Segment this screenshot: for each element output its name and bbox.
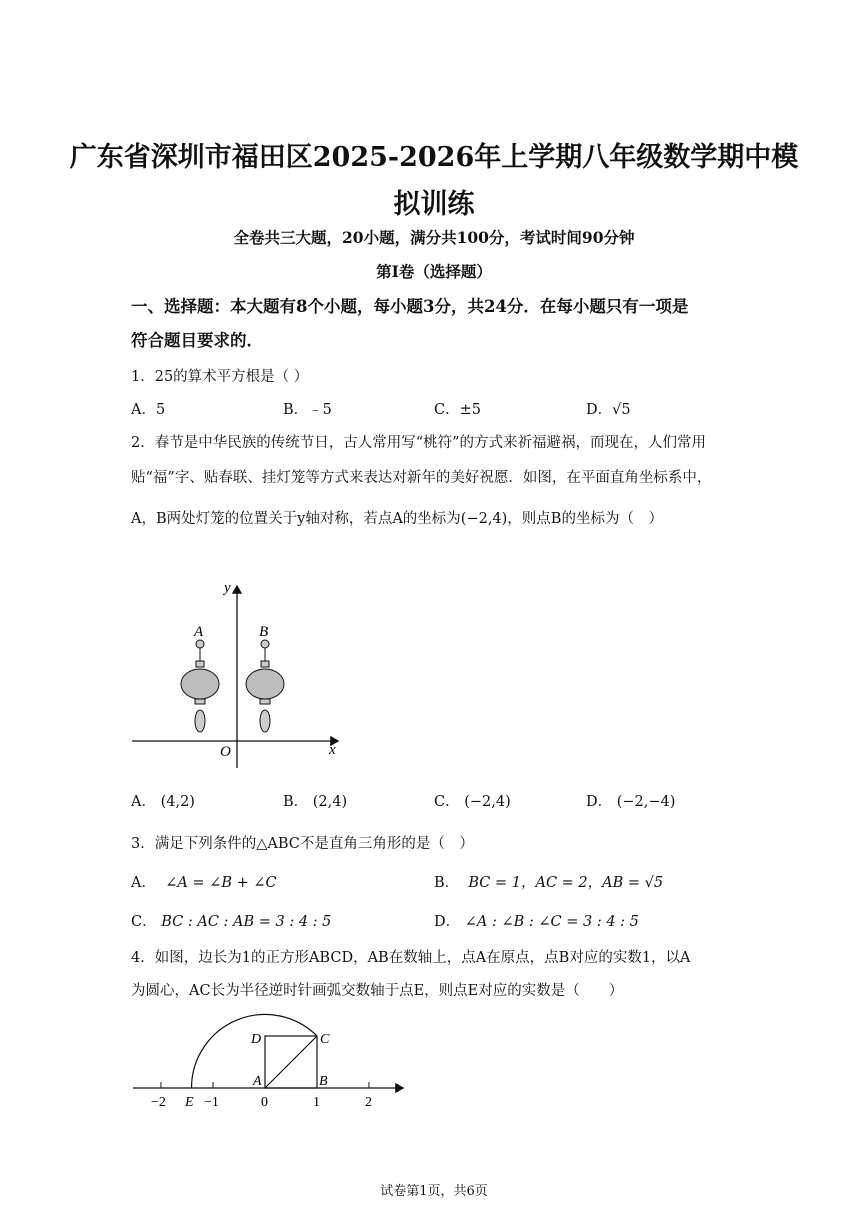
q2-option-a-text: (4,2): [160, 794, 195, 810]
tick-label-0: 0: [261, 1095, 268, 1110]
lantern-a-label: A: [194, 624, 204, 640]
q3-option-a: [131, 871, 277, 892]
question-4-line2: 为圆心，AC长为半径逆时针画弧交数轴于点E，则点E对应的实数是（ ）: [131, 983, 624, 999]
question-2-line3: A，B两处灯笼的位置关于y轴对称，若点A的坐标为(−2,4)，则点B的坐标为（ ）: [131, 511, 663, 527]
lantern-b: [246, 624, 284, 732]
q3-option-b: [434, 871, 663, 892]
q2-option-a-letter: A．: [131, 794, 156, 810]
q1-option-a-text: 5: [155, 402, 166, 418]
lantern-coordinate-figure: [120, 570, 360, 775]
q1-option-c-letter: C．: [434, 402, 460, 418]
question-3-stem: 3．满足下列条件的△ABC不是直角三角形的是（ ）: [131, 836, 474, 852]
q1-option-b-letter: B．: [283, 402, 309, 418]
tick-label-2: 2: [365, 1095, 372, 1110]
tick-label-neg1: −1: [204, 1095, 219, 1110]
q1-option-c-text: ±5: [459, 402, 481, 418]
q1-option-a-letter: A．: [131, 402, 156, 418]
lantern-b-label: B: [259, 624, 269, 640]
question-2-line1: 2．春节是中华民族的传统节日，古人常用写“桃符”的方式来祈福避祸，而现在，人们常用: [131, 435, 707, 451]
tick-label-neg2: −2: [151, 1095, 166, 1110]
square-arc-figure: [125, 1012, 415, 1112]
section-heading-line2: 符合题目要求的．: [131, 331, 263, 350]
q3-option-c: [131, 910, 331, 931]
question-1-stem: 1．25的算术平方根是（ ）: [131, 369, 309, 385]
q3-option-a-letter: A．: [131, 875, 156, 891]
y-axis-label: y: [224, 580, 231, 596]
lantern-a: [181, 624, 219, 732]
diagonal-ac: [265, 1036, 317, 1088]
q1-option-b: [283, 398, 332, 419]
q2-option-a: [131, 790, 195, 811]
point-e-label: E: [185, 1095, 194, 1110]
q1-option-d: [586, 398, 631, 419]
page-title-line2: 拟训练: [393, 189, 475, 220]
point-b-label: B: [319, 1074, 328, 1089]
page-footer: 试卷第1页，共6页: [380, 1184, 488, 1199]
q1-option-d-text: √5: [612, 402, 631, 418]
q2-option-c-letter: C．: [434, 794, 460, 810]
q1-option-b-text: ﹣5: [308, 402, 332, 418]
exam-info: 全卷共三大题，20小题，满分共100分，考试时间90分钟: [233, 228, 635, 247]
point-d-label: D: [251, 1032, 262, 1047]
q3-option-a-text: ∠A = ∠B + ∠C: [165, 875, 277, 891]
q2-option-b-letter: B．: [283, 794, 309, 810]
q1-option-c: [434, 398, 481, 419]
q2-option-c: [434, 790, 511, 811]
question-4-line1: 4．如图，边长为1的正方形ABCD，AB在数轴上，点A在原点，点B对应的实数1，以A: [131, 950, 691, 966]
tick-label-1: 1: [313, 1095, 320, 1110]
q3-option-c-text: BC : AC : AB = 3 : 4 : 5: [161, 914, 332, 930]
q2-option-d-letter: D．: [586, 794, 613, 810]
x-axis-label: x: [329, 742, 336, 758]
q3-option-d-text: ∠A : ∠B : ∠C = 3 : 4 : 5: [464, 914, 639, 930]
q3-option-b-letter: B．: [434, 875, 460, 891]
point-c-label: C: [320, 1032, 330, 1047]
q3-option-d: [434, 910, 639, 931]
q2-option-b-text: (2,4): [312, 794, 348, 810]
q2-option-c-text: (−2,4): [464, 794, 511, 810]
page-title-line1: 广东省深圳市福田区2025-2026年上学期八年级数学期中模: [69, 142, 799, 173]
volume-title: 第Ⅰ卷（选择题）: [376, 262, 492, 281]
section-heading-line1: 一、选择题：本大题有8个小题，每小题3分，共24分．在每小题只有一项是: [131, 297, 689, 316]
q1-option-a: [131, 398, 165, 419]
point-a-label: A: [253, 1074, 262, 1089]
question-2-line2: 贴“福”字、贴春联、挂灯笼等方式来表达对新年的美好祝愿．如图，在平面直角坐标系中，: [131, 470, 712, 486]
q2-option-d: [586, 790, 675, 811]
q3-option-d-letter: D．: [434, 914, 461, 930]
q2-option-b: [283, 790, 347, 811]
origin-label: O: [220, 744, 231, 760]
q3-option-c-letter: C．: [131, 914, 157, 930]
q1-option-d-letter: D．: [586, 402, 613, 418]
q3-option-b-text: BC = 1，AC = 2，AB = √5: [468, 875, 664, 891]
q2-option-d-text: (−2,−4): [616, 794, 676, 810]
